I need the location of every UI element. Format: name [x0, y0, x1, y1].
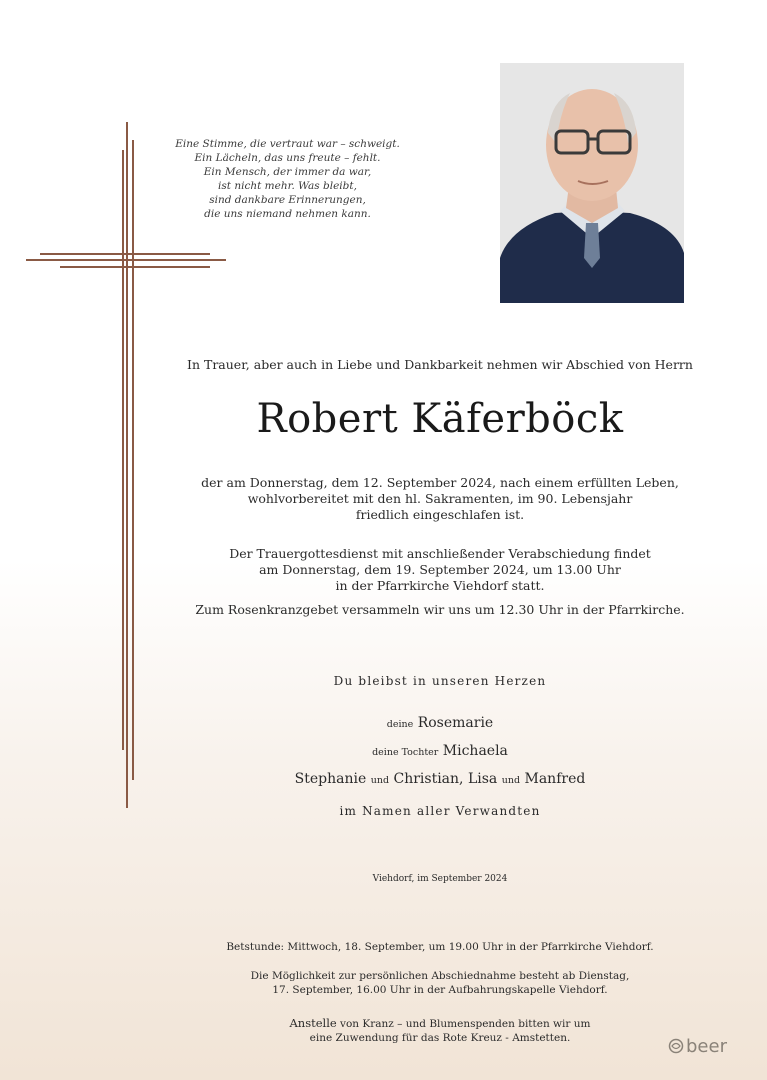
farewell-line: Die Möglichkeit zur persönlichen Abschiednahme besteht ab Dienstag, [250, 970, 630, 982]
mourners-list [130, 710, 750, 794]
deceased-name: Robert Käferböck [256, 396, 624, 442]
service-line: in der Pfarrkirche Viehdorf statt. [335, 578, 545, 593]
poem-line: Ein Lächeln, das uns freute – fehlt. [194, 152, 381, 164]
portrait-photo [500, 63, 684, 303]
death-notice-line: der am Donnerstag, dem 12. September 2024, nach einem erfüllten Leben, [201, 475, 679, 490]
donation-line [130, 1016, 750, 1031]
memorial-poem [160, 137, 415, 221]
intro-text: In Trauer, aber auch in Liebe und Dankbarkeit nehmen wir Abschied von Herrn [187, 357, 693, 372]
mourner-name: Michaela [442, 743, 508, 759]
logo-text: beer [686, 1035, 727, 1057]
conjunction: und [501, 775, 521, 786]
mourner-name: Rosemarie [417, 715, 494, 731]
mourner-line [130, 766, 750, 794]
donation-info [130, 1016, 750, 1045]
service-line: Der Trauergottesdienst mit anschließender Verabschiedung findet [229, 546, 651, 561]
mourner-name: Manfred [524, 771, 586, 787]
relation-prefix: deine [386, 719, 414, 730]
death-notice-line: friedlich eingeschlafen ist. [355, 507, 525, 522]
poem-line: die uns niemand nehmen kann. [204, 208, 371, 220]
death-notice-line: wohlvorbereitet mit den hl. Sakramenten, im 90. Lebensjahr [247, 491, 633, 506]
prayer-info: Betstunde: Mittwoch, 18. September, um 19.00 Uhr in der Pfarrkirche Viehdorf. [226, 941, 654, 953]
death-notice [130, 475, 750, 523]
service-line: am Donnerstag, dem 19. September 2024, um 13.00 Uhr [259, 562, 621, 577]
farewell-line: 17. September, 16.00 Uhr in der Aufbahrungskapelle Viehdorf. [272, 984, 608, 996]
place-date: Viehdorf, im September 2024 [372, 874, 508, 884]
donation-word: Anstelle [289, 1016, 337, 1030]
logo-mark-icon [668, 1038, 684, 1054]
relation-prefix: deine Tochter [372, 747, 439, 758]
poem-line: ist nicht mehr. Was bleibt, [218, 180, 357, 192]
conjunction: und [370, 775, 390, 786]
motto: Du bleibst in unseren Herzen [333, 674, 547, 688]
poem-line: Ein Mensch, der immer da war, [203, 166, 372, 178]
mourner-line [130, 738, 750, 766]
poem-line: Eine Stimme, die vertraut war – schweigt. [175, 138, 400, 150]
poem-line: sind dankbare Erinnerungen, [209, 194, 366, 206]
farewell-info [130, 969, 750, 997]
relatives-line: im Namen aller Verwandten [339, 804, 541, 818]
mourner-name: Christian, Lisa [393, 771, 498, 787]
beer-logo [668, 1034, 738, 1058]
donation-line: eine Zuwendung für das Rote Kreuz - Amstetten. [309, 1032, 571, 1044]
service-info [130, 546, 750, 594]
mourner-name: Stephanie [294, 771, 367, 787]
donation-text: von Kranz – und Blumenspenden bitten wir um [340, 1018, 591, 1030]
rosary-info: Zum Rosenkranzgebet versammeln wir uns um 12.30 Uhr in der Pfarrkirche. [195, 602, 685, 617]
mourner-line [130, 710, 750, 738]
